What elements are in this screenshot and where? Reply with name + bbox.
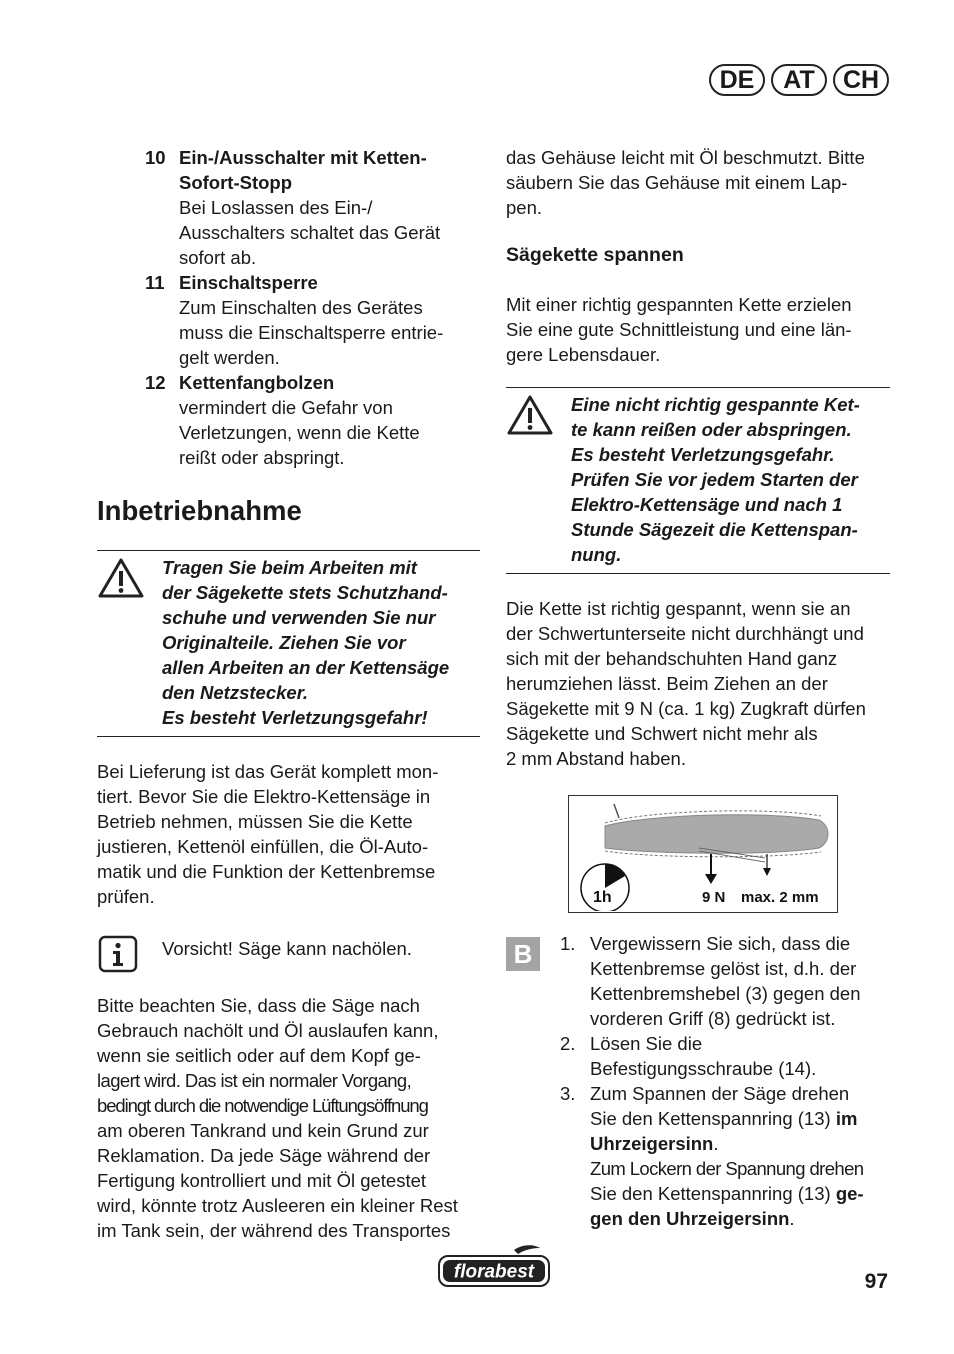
item-text: vermindert die Gefahr von: [179, 397, 393, 418]
text-line: prüfen.: [97, 886, 155, 907]
warning-box: [506, 387, 890, 574]
item-text: Ausschalters schaltet das Gerät: [179, 222, 441, 243]
left-column: [97, 145, 480, 1243]
item-text: Zum Einschalten des Gerätes: [179, 297, 423, 318]
list-item: [145, 270, 480, 370]
step-number: 3.: [560, 1083, 576, 1104]
text-line: wenn sie seitlich oder auf dem Kopf ge-: [97, 1045, 421, 1066]
warning-text: den Netzstecker.: [162, 682, 309, 703]
info-note: [97, 934, 480, 980]
text-line: Bei Lieferung ist das Gerät komplett mon-: [97, 761, 439, 782]
item-text: Verletzungen, wenn die Kette: [179, 422, 420, 443]
page-number: 97: [864, 1270, 888, 1293]
item-text: gelt werden.: [179, 347, 280, 368]
warning-text: allen Arbeiten an der Kettensäge: [162, 657, 450, 678]
warning-text: nung.: [571, 544, 622, 565]
list-item: [560, 1081, 890, 1231]
paragraph: [506, 145, 890, 220]
item-title: Einschaltsperre: [179, 272, 318, 293]
item-number: 12: [145, 372, 166, 393]
paragraph: [97, 993, 480, 1243]
chain-tension-figure: [568, 795, 838, 913]
text-line: wird, könnte trotz Ausleeren ein kleiner Rest: [97, 1195, 458, 1216]
subsection-heading: Sägekette spannen: [506, 244, 684, 266]
text-line: Lösen Sie die: [590, 1033, 703, 1054]
text-line: Sägekette mit 9 N (ca. 1 kg) Zugkraft dürfen: [506, 698, 866, 719]
item-text: muss die Einschaltsperre entrie-: [179, 322, 444, 343]
warning-text: Prüfen Sie vor jedem Starten der: [571, 469, 858, 490]
steps-section: [506, 931, 890, 1231]
text-line: gere Lebensdauer.: [506, 344, 661, 365]
text-line: Gebrauch nachölt und Öl auslaufen kann,: [97, 1020, 439, 1041]
bold-segment: gen den Uhrzeigersinn: [590, 1208, 790, 1229]
text-line: Kettenbremse gelöst ist, d.h. der: [590, 958, 857, 979]
text-line: säubern Sie das Gehäuse mit einem Lap-: [506, 172, 848, 193]
warning-text: Eine nicht richtig gespannte Ket-: [571, 394, 860, 415]
text-line: [590, 1131, 890, 1156]
text-line: [590, 1206, 890, 1231]
text-line: Sägekette und Schwert nicht mehr als: [506, 723, 818, 744]
text-line: im Tank sein, der während des Transportes: [97, 1220, 451, 1241]
step-number: 1.: [560, 933, 576, 954]
text-line: [590, 1106, 890, 1131]
text-line: Betrieb nehmen, müssen Sie die Kette: [97, 811, 413, 832]
step-number: 2.: [560, 1033, 576, 1054]
text-line: herumziehen lässt. Beim Ziehen an der: [506, 673, 828, 694]
text-line: lagert wird. Das ist ein normaler Vorgang,: [97, 1070, 412, 1091]
text-line: das Gehäuse leicht mit Öl beschmutzt. Bitte: [506, 147, 865, 168]
florabest-logo: [436, 1244, 552, 1295]
badge-at: AT: [771, 64, 827, 96]
text-line: justieren, Kettenöl einfüllen, die Öl-Auto-: [97, 836, 429, 857]
bold-segment: ge-: [835, 1183, 864, 1204]
section-heading: Inbetriebnahme: [97, 495, 302, 526]
text-line: Reklamation. Da jede Säge während der: [97, 1145, 431, 1166]
warning-text: Originalteile. Ziehen Sie vor: [162, 632, 406, 653]
paragraph: [97, 759, 480, 909]
right-column: [506, 145, 890, 1231]
text-segment: .: [789, 1208, 795, 1229]
text-line: der Schwertunterseite nicht durchhängt und: [506, 623, 864, 644]
item-number: 10: [145, 147, 166, 168]
text-line: Sie eine gute Schnittleistung und eine län-: [506, 319, 852, 340]
text-line: tiert. Bevor Sie die Elektro-Kettensäge in: [97, 786, 431, 807]
paragraph: [506, 596, 890, 771]
text-line: bedingt durch die notwendige Lüftungsöffnung: [97, 1095, 428, 1116]
warning-text: Tragen Sie beim Arbeiten mit: [162, 557, 417, 578]
text-segment: .: [713, 1133, 719, 1154]
item-number: 11: [145, 272, 165, 293]
logo-text: florabest: [453, 1261, 535, 1283]
text-segment: Sie den Kettenspannring (13): [590, 1183, 836, 1204]
text-line: Fertigung kontrolliert und mit Öl getestet: [97, 1170, 427, 1191]
figure-marker-b: B: [506, 937, 540, 971]
item-text: sofort ab.: [179, 247, 257, 268]
list-item: [560, 931, 890, 1031]
text-line: pen.: [506, 197, 543, 218]
warning-text: der Sägekette stets Schutzhand-: [162, 582, 448, 603]
warning-text: Stunde Sägezeit die Kettenspan-: [571, 519, 858, 540]
text-segment: Sie den Kettenspannring (13): [590, 1108, 836, 1129]
paragraph: [506, 292, 890, 367]
list-item: [145, 370, 480, 470]
text-line: Zum Lockern der Spannung drehen: [590, 1158, 864, 1179]
warning-text: Es besteht Verletzungsgefahr.: [571, 444, 835, 465]
gap-label: max. 2 mm: [741, 889, 819, 906]
text-line: vorderen Griff (8) gedrückt ist.: [590, 1008, 836, 1029]
badge-de: DE: [709, 64, 765, 96]
list-item: [560, 1031, 890, 1081]
text-line: Kettenbremshebel (3) gegen den: [590, 983, 861, 1004]
item-title: Ein-/Ausschalter mit Ketten-: [179, 147, 427, 168]
list-item: [145, 145, 480, 270]
item-text: Bei Loslassen des Ein-/: [179, 197, 373, 218]
bold-segment: Uhrzeigersinn: [590, 1133, 714, 1154]
warning-text: te kann reißen oder abspringen.: [571, 419, 852, 440]
warning-text: Elektro-Kettensäge und nach 1: [571, 494, 843, 515]
warning-triangle-icon: [97, 555, 162, 730]
steps-list: [540, 931, 890, 1231]
text-line: 2 mm Abstand haben.: [506, 748, 686, 769]
badge-ch: CH: [833, 64, 889, 96]
text-line: Befestigungsschraube (14).: [590, 1058, 817, 1079]
warning-text: Es besteht Verletzungsgefahr!: [162, 707, 428, 728]
info-icon: [97, 934, 162, 980]
text-line: Die Kette ist richtig gespannt, wenn sie an: [506, 598, 851, 619]
text-line: sich mit der behandschuhten Hand ganz: [506, 648, 838, 669]
item-text: reißt oder abspringt.: [179, 447, 345, 468]
item-title: Sofort-Stopp: [179, 172, 293, 193]
text-line: Zum Spannen der Säge drehen: [590, 1083, 850, 1104]
warning-triangle-icon: [506, 392, 571, 567]
text-line: [590, 1181, 890, 1206]
bold-segment: im: [835, 1108, 858, 1129]
chainsaw-blade-illustration: [569, 796, 836, 911]
country-badges: [709, 64, 889, 96]
text-line: matik und die Funktion der Kettenbremse: [97, 861, 436, 882]
warning-box: [97, 550, 480, 737]
text-line: am oberen Tankrand und kein Grund zur: [97, 1120, 429, 1141]
text-line: Mit einer richtig gespannten Kette erzielen: [506, 294, 852, 315]
force-label: 9 N: [702, 889, 726, 906]
time-label: 1h: [593, 889, 612, 906]
item-title: Kettenfangbolzen: [179, 372, 335, 393]
note-text: Vorsicht! Säge kann nachölen.: [162, 938, 412, 959]
warning-text: schuhe und verwenden Sie nur: [162, 607, 436, 628]
text-line: Vergewissern Sie sich, dass die: [590, 933, 851, 954]
text-line: Bitte beachten Sie, dass die Säge nach: [97, 995, 420, 1016]
